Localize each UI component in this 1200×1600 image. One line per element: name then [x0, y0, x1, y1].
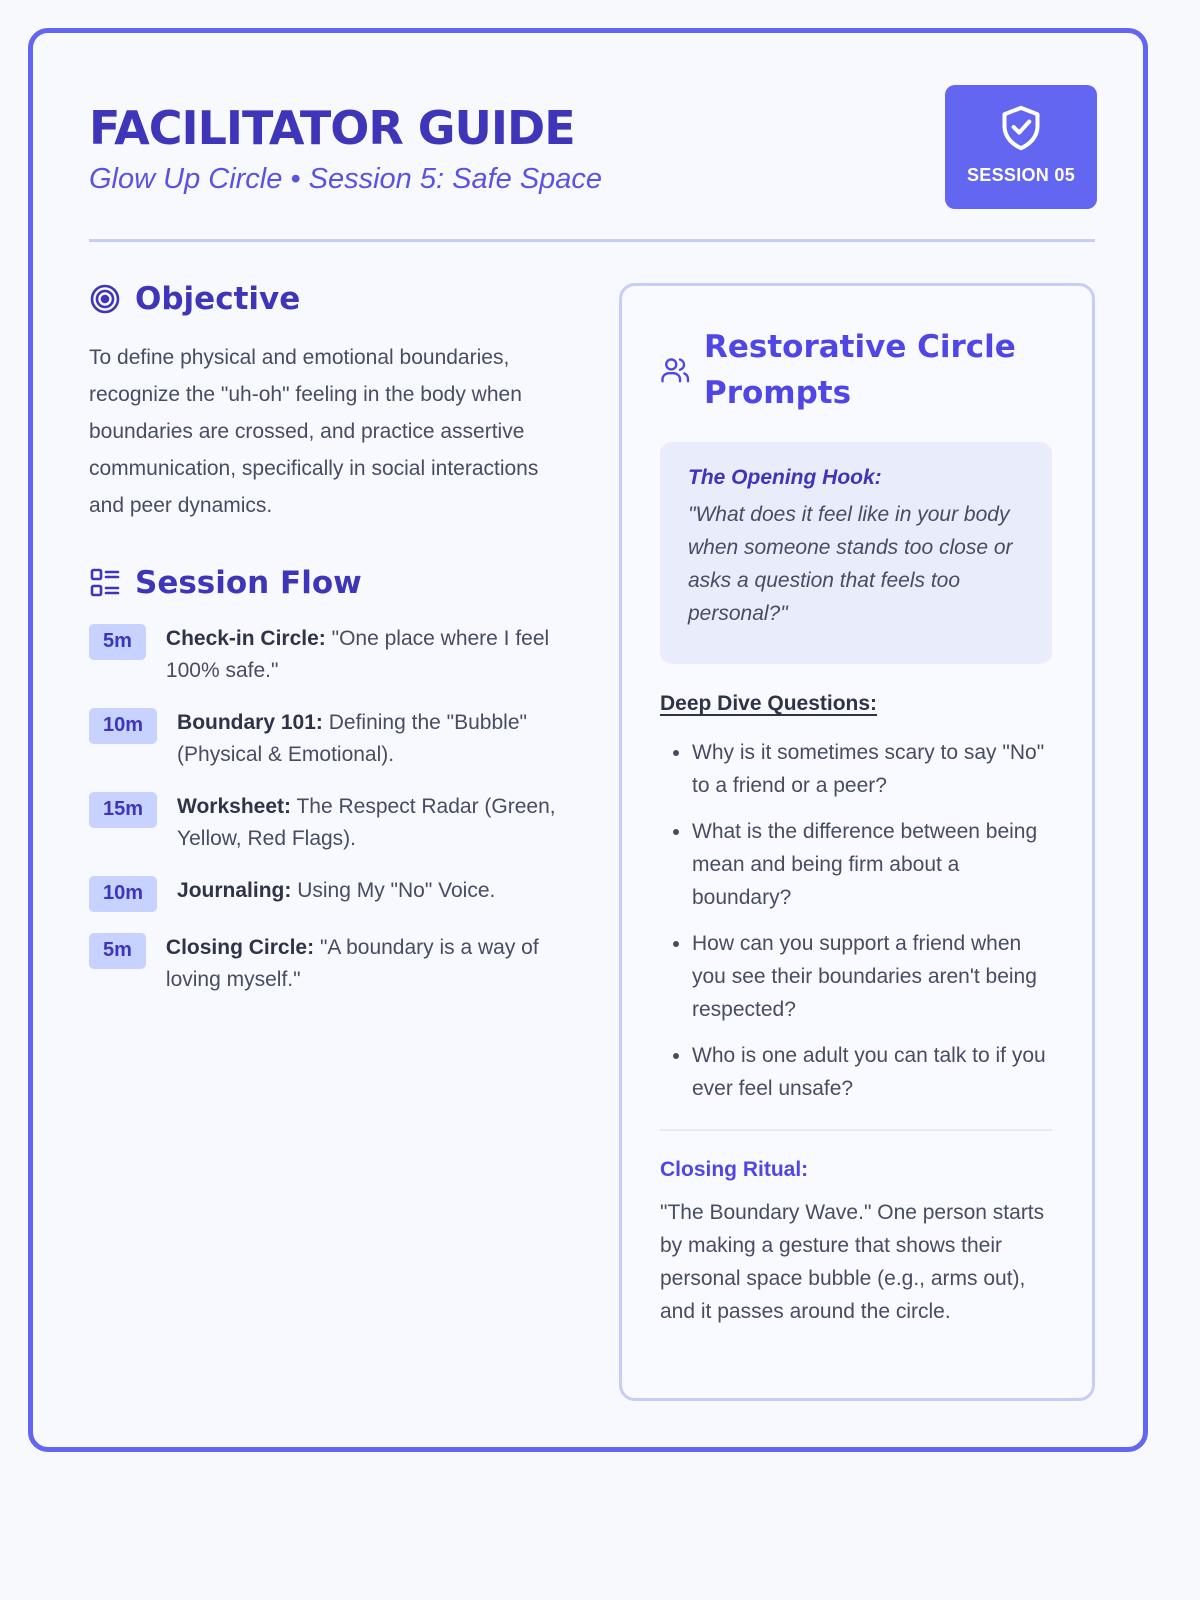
header: [89, 85, 1097, 235]
session-flow-text: [177, 707, 559, 771]
deep-dive-question: • Who is one adult you can talk to if you ever feel unsafe?: [692, 1039, 1060, 1105]
time-badge: 15m: [89, 792, 157, 828]
prompts-heading: [660, 324, 1016, 416]
prompts-heading-line1: Restorative Circle: [704, 329, 1016, 365]
guide-card: [28, 28, 1148, 1452]
session-flow-heading-label: Session Flow: [135, 565, 362, 601]
objective-text: To define physical and emotional boundaries, recognize the "uh-oh" feeling in the body when boundaries are crossed, and practice assertive communication, specifically in social interactions and peer dynamics.: [89, 346, 539, 517]
time-badge: 5m: [89, 624, 146, 660]
shield-check-icon: [999, 103, 1043, 153]
prompts-heading-line2: Prompts: [704, 375, 852, 411]
session-flow-description: "A boundary is a way of loving myself.": [165, 936, 539, 991]
session-flow-item: [89, 707, 559, 771]
session-flow-description: The Respect Radar (Green, Yellow, Red Flags).: [177, 795, 556, 850]
session-flow-text: [177, 875, 495, 907]
deep-dive-question: • How can you support a friend when you see their boundaries aren't being respected?: [692, 927, 1060, 1026]
time-badge: 5m: [89, 933, 146, 969]
opening-hook-box: [660, 442, 1052, 664]
target-icon: [89, 283, 121, 315]
session-flow-list: [89, 623, 559, 1016]
users-icon: [660, 355, 690, 385]
deep-dive-list: [660, 736, 1060, 1118]
session-flow-item: [89, 875, 559, 912]
objective-heading-label: Objective: [135, 281, 301, 317]
session-flow-text: [166, 623, 559, 687]
time-badge: 10m: [89, 708, 157, 744]
session-flow-label: Journaling:: [177, 879, 292, 902]
session-flow-label: Worksheet:: [177, 795, 292, 818]
session-badge-label: SESSION 05: [966, 165, 1076, 185]
objective-heading: [89, 281, 300, 317]
session-flow-description: "One place where I feel 100% safe.": [165, 627, 550, 682]
panel-divider: [660, 1129, 1052, 1131]
session-flow-item: [89, 623, 559, 687]
page-subtitle: Glow Up Circle • Session 5: Safe Space: [89, 163, 603, 195]
deep-dive-question: • What is the difference between being mean and being firm about a boundary?: [692, 815, 1060, 914]
session-flow-description: Defining the "Bubble" (Physical & Emotional).: [177, 711, 527, 766]
session-flow-description: Using My "No" Voice.: [291, 879, 496, 902]
session-flow-label: Check-in Circle:: [165, 627, 326, 650]
session-flow-text: [166, 932, 559, 996]
session-flow-item: [89, 791, 559, 855]
page-title: FACILITATOR GUIDE: [89, 101, 575, 155]
session-flow-label: Boundary 101:: [177, 711, 323, 734]
header-divider: [89, 239, 1095, 242]
prompts-panel: [619, 283, 1095, 1401]
session-flow-heading: [89, 565, 362, 601]
session-flow-label: Closing Circle:: [165, 936, 315, 959]
closing-ritual-title: Closing Ritual:: [660, 1158, 809, 1181]
session-flow-text: [177, 791, 559, 855]
deep-dive-title: Deep Dive Questions:: [660, 692, 878, 715]
session-badge: [945, 85, 1097, 209]
opening-hook-quote: "What does it feel like in your body when someone stands too close or asks a question that feels too personal?": [688, 503, 1013, 625]
deep-dive-question: • Why is it sometimes scary to say "No" to a friend or a peer?: [692, 736, 1060, 802]
session-flow-item: [89, 932, 559, 996]
closing-ritual-text: "The Boundary Wave." One person starts by making a gesture that shows their personal space bubble (e.g., arms out), and it passes around the circle.: [660, 1201, 1045, 1323]
time-badge: 10m: [89, 876, 157, 912]
opening-hook-title: The Opening Hook:: [688, 466, 882, 489]
list-icon: [89, 567, 121, 599]
